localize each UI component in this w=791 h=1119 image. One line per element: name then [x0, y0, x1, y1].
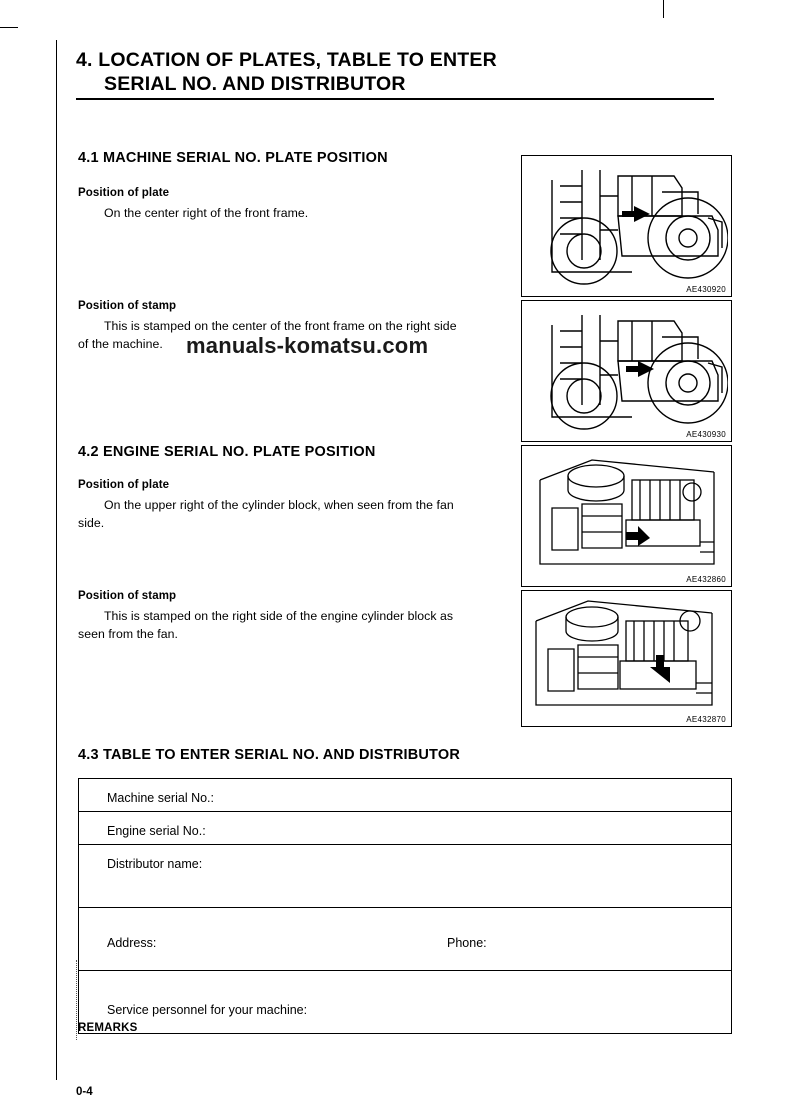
body-4-2-stamp-line1: This is stamped on the right side of the engine cylinder block as: [104, 609, 454, 623]
page-title-line2: SERIAL NO. AND DISTRIBUTOR: [104, 73, 406, 95]
body-4-2-stamp-line2: seen from the fan.: [78, 627, 179, 641]
subheading-4-1-stamp: Position of stamp: [78, 300, 177, 312]
figure-code-1: AE430920: [686, 285, 726, 294]
label-distributor-name: Distributor name:: [107, 857, 203, 871]
label-machine-serial: Machine serial No.:: [107, 791, 214, 805]
body-4-2-plate-line1: On the upper right of the cylinder block, when seen from the fan: [104, 498, 454, 512]
page-left-rule: [56, 40, 57, 1080]
table-row-machine-serial[interactable]: [79, 779, 731, 812]
page-title-line1: 4. LOCATION OF PLATES, TABLE TO ENTER: [76, 49, 497, 71]
figure-code-2: AE430930: [686, 430, 726, 439]
section-heading-4-2: 4.2 ENGINE SERIAL NO. PLATE POSITION: [78, 444, 376, 460]
table-row-distributor-name[interactable]: [79, 845, 731, 908]
section-heading-4-3: 4.3 TABLE TO ENTER SERIAL NO. AND DISTRIBUTOR: [78, 747, 461, 763]
table-left-dotted-rule: [76, 960, 77, 1040]
page-title: [76, 48, 716, 100]
watermark: manuals-komatsu.com: [186, 333, 429, 358]
body-4-1-plate: [78, 204, 498, 222]
body-4-2-plate-line2: side.: [78, 516, 105, 530]
body-4-1-plate-text: On the center right of the front frame.: [104, 206, 309, 220]
label-phone: Phone:: [447, 936, 487, 950]
figure-machine-plate: [521, 155, 732, 297]
label-engine-serial: Engine serial No.:: [107, 824, 206, 838]
body-4-2-plate: [78, 496, 528, 532]
remarks-label: REMARKS: [78, 1022, 138, 1034]
figure-code-4: AE432870: [686, 715, 726, 724]
table-row-service-personnel[interactable]: [79, 971, 731, 1033]
crop-mark-top: [663, 0, 664, 18]
subheading-4-2-plate: Position of plate: [78, 479, 170, 491]
figure-engine-plate: [521, 445, 732, 587]
table-row-address-phone[interactable]: [79, 908, 731, 971]
title-underline: [76, 98, 714, 100]
figure-code-3: AE432860: [686, 575, 726, 584]
figure-machine-stamp: [521, 300, 732, 442]
figure-engine-stamp: [521, 590, 732, 727]
label-address: Address:: [107, 936, 157, 950]
crop-mark-left: [0, 27, 18, 28]
section-heading-4-1: 4.1 MACHINE SERIAL NO. PLATE POSITION: [78, 150, 388, 166]
label-service-personnel: Service personnel for your machine:: [107, 1003, 308, 1017]
subheading-4-1-plate: Position of plate: [78, 187, 170, 199]
body-4-1-stamp-line1: This is stamped on the center of the front frame on the right side: [104, 319, 457, 333]
page-number: 0-4: [76, 1086, 93, 1098]
body-4-1-stamp-line2: of the machine.: [78, 337, 163, 351]
subheading-4-2-stamp: Position of stamp: [78, 590, 177, 602]
table-row-engine-serial[interactable]: [79, 812, 731, 845]
body-4-2-stamp: [78, 607, 528, 643]
serial-distributor-table: [78, 778, 732, 1034]
